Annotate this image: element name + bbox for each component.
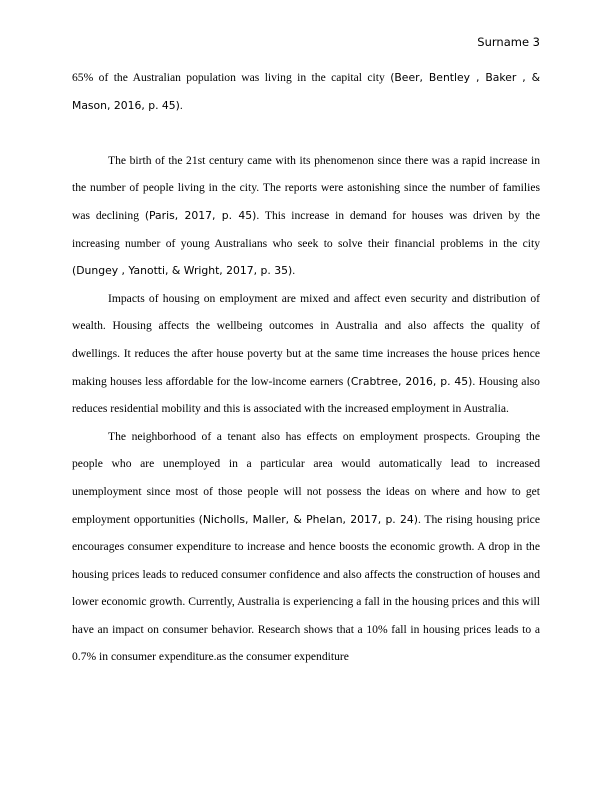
running-head: Surname 3 [477, 35, 540, 49]
paragraph-1-text-1: 65% of the Australian population was living in the capital city [72, 71, 391, 84]
citation: (Beer, Bentley , Baker , & Mason, 2016, p. 45) [72, 71, 541, 112]
paragraph-4 [72, 423, 540, 671]
paragraph-3-text-1: Impacts of housing on employment are mixed and affect even security and distribution of wealth. Housing affects the wellbeing outcomes in Australia and also affects the quality of dwellings. It reduces the after house poverty but at the same time increases the house prices hence making houses less affordable for the low-income earners [72, 291, 540, 388]
citation: (Dungey , Yanotti, & Wright, 2017, p. 35) [72, 264, 293, 278]
paragraph-3-text-2: . Housing also reduces residential mobility and this is associated with the increased employment in Australia. [72, 374, 540, 416]
paragraph-2 [72, 147, 540, 285]
paragraph-2-text-2: . This increase in demand for houses was driven by the increasing number of young Australians who seek to solve their financial problems in the city [72, 208, 540, 250]
paragraph-2-text-1: The birth of the 21st century came with its phenomenon since there was a rapid increase in the number of people living in the city. The reports were astonishing since the number of families was declining [72, 153, 540, 222]
citation: (Nicholls, Maller, & Phelan, 2017, p. 24) [198, 512, 418, 526]
paragraph-3 [72, 285, 540, 423]
paragraph-4-text-2: . The rising housing price encourages consumer expenditure to increase and hence boosts the economic growth. A drop in the housing prices leads to reduced consumer confidence and also affects the construction of houses and lower economic growth. Currently, Australia is experiencing a fall in the housing prices and this will have an impact on consumer behavior. Research shows that a 10% fall in housing prices leads to a 0.7% in consumer expenditure.as the consumer expenditure [72, 512, 540, 664]
paragraph-1-text-2: . [179, 98, 183, 112]
citation: (Crabtree, 2016, p. 45) [346, 374, 473, 388]
body-text [72, 64, 540, 671]
citation: (Paris, 2017, p. 45) [144, 208, 257, 222]
paragraph-1 [72, 64, 540, 119]
paragraph-4-text-1: The neighborhood of a tenant also has effects on employment prospects. Grouping the people who are unemployed in a particular area would automatically lead to increased unemployment since most of those people will not possess the ideas on where and how to get employment opportunities [72, 429, 540, 526]
paragraph-2-text-3: . [292, 264, 296, 278]
